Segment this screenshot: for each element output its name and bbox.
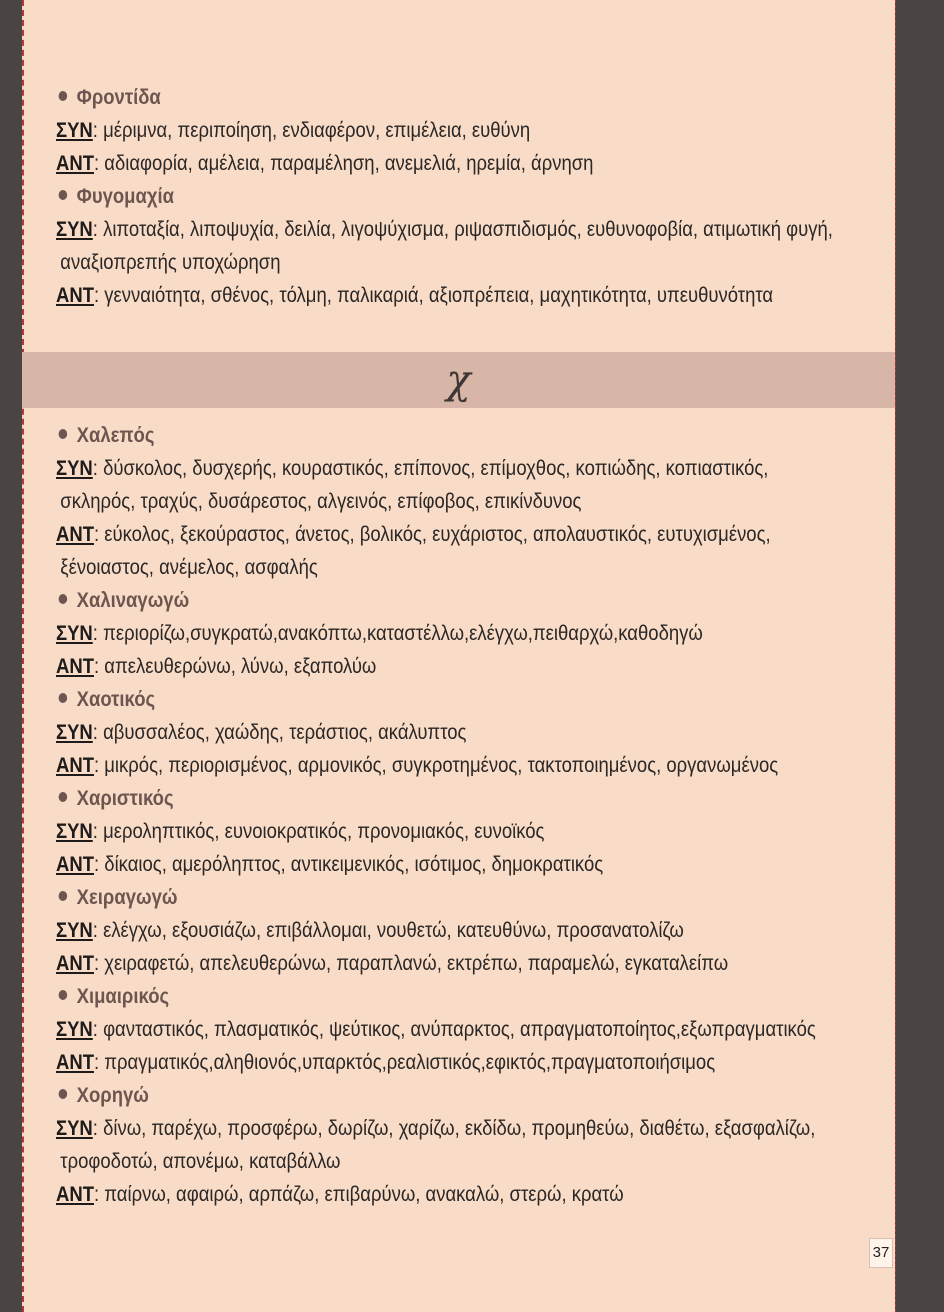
synonyms-label: ΣΥΝ — [56, 118, 93, 142]
page-number: 37 — [869, 1238, 893, 1268]
synonyms-line: ΣΥΝ: μεροληπτικός, ευνοιοκρατικός, προνομιακός, ευνοϊκός — [56, 819, 545, 843]
synonyms-text: δίνω, παρέχω, προσφέρω, δωρίζω, χαρίζω, εκδίδω, προμηθεύω, διαθέτω, εξασφαλίζω, — [103, 1116, 816, 1140]
synonyms-text: μεροληπτικός, ευνοιοκρατικός, προνομιακός, ευνοϊκός — [103, 819, 545, 843]
synonyms-text: ελέγχω, εξουσιάζω, επιβάλλομαι, νουθετώ, κατευθύνω, προσανατολίζω — [103, 918, 684, 942]
antonyms-line — [56, 551, 778, 584]
entry-headword — [56, 81, 778, 114]
bullet-icon — [59, 990, 68, 1000]
synonyms-label: ΣΥΝ — [56, 621, 93, 645]
antonyms-label: ΑΝΤ — [56, 522, 95, 546]
left-stitch-border — [22, 0, 24, 1312]
bullet-icon — [59, 190, 68, 200]
antonyms-text: απελευθερώνω, λύνω, εξαπολύω — [104, 654, 377, 678]
antonyms-line: ΑΝΤ: δίκαιος, αμερόληπτος, αντικειμενικός, ισότιμος, δημοκρατικός — [56, 852, 604, 876]
antonyms-text: εύκολος, ξεκούραστος, άνετος, βολικός, ευχάριστος, απολαυστικός, ευτυχισμένος, — [104, 522, 771, 546]
antonyms-line: ΑΝΤ: πραγματικός,αληθιονός,υπαρκτός,ρεαλιστικός,εφικτός,πραγματοποιήσιμος — [56, 1050, 716, 1074]
synonyms-line: ΣΥΝ: μέριμνα, περιποίηση, ενδιαφέρον, επιμέλεια, ευθύνη — [56, 118, 531, 142]
entry-headword — [56, 584, 778, 617]
section-letter: χ — [446, 357, 471, 403]
antonyms-text: γενναιότητα, σθένος, τόλμη, παλικαριά, αξιοπρέπεια, μαχητικότητα, υπευθυνότητα — [104, 283, 774, 307]
antonyms-text: αδιαφορία, αμέλεια, παραμέληση, ανεμελιά, ηρεμία, άρνηση — [104, 151, 594, 175]
antonyms-line: ΑΝΤ: παίρνω, αφαιρώ, αρπάζω, επιβαρύνω, ανακαλώ, στερώ, κρατώ — [56, 1182, 624, 1206]
synonyms-line — [56, 1145, 778, 1178]
bullet-icon — [59, 1089, 68, 1099]
synonyms-text: δύσκολος, δυσχερής, κουραστικός, επίπονος, επίμοχθος, κοπιώδης, κοπιαστικός, — [103, 456, 769, 480]
entry-headword — [56, 881, 778, 914]
headword-text: Φροντίδα — [76, 85, 161, 109]
synonyms-text: τροφοδοτώ, απονέμω, καταβάλλω — [60, 1149, 341, 1173]
dictionary-page — [22, 0, 895, 1312]
section-chi-entries — [56, 419, 895, 1211]
synonyms-label: ΣΥΝ — [56, 1116, 93, 1140]
section-phi-entries — [56, 81, 895, 312]
synonyms-line: ΣΥΝ: φανταστικός, πλασματικός, ψεύτικος, ανύπαρκτος, απραγματοποίητος,εξωπραγματικός — [56, 1017, 816, 1041]
antonyms-text: μικρός, περιορισμένος, αρμονικός, συγκροτημένος, τακτοποιημένος, οργανωμένος — [104, 753, 779, 777]
synonyms-line: ΣΥΝ: ελέγχω, εξουσιάζω, επιβάλλομαι, νουθετώ, κατευθύνω, προσανατολίζω — [56, 918, 684, 942]
antonyms-text: δίκαιος, αμερόληπτος, αντικειμενικός, ισότιμος, δημοκρατικός — [104, 852, 604, 876]
bullet-icon — [59, 594, 68, 604]
antonyms-text: παίρνω, αφαιρώ, αρπάζω, επιβαρύνω, ανακαλώ, στερώ, κρατώ — [104, 1182, 624, 1206]
antonyms-label: ΑΝΤ — [56, 753, 95, 777]
entry-headword — [56, 180, 778, 213]
synonyms-label: ΣΥΝ — [56, 720, 93, 744]
synonyms-label: ΣΥΝ — [56, 819, 93, 843]
headword-text: Χαλιναγωγώ — [76, 588, 190, 612]
entry-headword — [56, 980, 778, 1013]
bullet-icon — [59, 891, 68, 901]
bullet-icon — [59, 792, 68, 802]
entry-headword — [56, 419, 778, 452]
synonyms-line — [56, 246, 778, 279]
antonyms-line: ΑΝΤ: απελευθερώνω, λύνω, εξαπολύω — [56, 654, 377, 678]
bullet-icon — [59, 693, 68, 703]
antonyms-line: ΑΝΤ: χειραφετώ, απελευθερώνω, παραπλανώ, εκτρέπω, παραμελώ, εγκαταλείπω — [56, 951, 729, 975]
right-stitch-border — [895, 0, 896, 1312]
synonyms-line: ΣΥΝ: δίνω, παρέχω, προσφέρω, δωρίζω, χαρίζω, εκδίδω, προμηθεύω, διαθέτω, εξασφαλίζω, — [56, 1116, 816, 1140]
synonyms-label: ΣΥΝ — [56, 217, 93, 241]
bullet-icon — [59, 429, 68, 439]
antonyms-label: ΑΝΤ — [56, 1050, 95, 1074]
entry-headword — [56, 1079, 778, 1112]
antonyms-line: ΑΝΤ: εύκολος, ξεκούραστος, άνετος, βολικός, ευχάριστος, απολαυστικός, ευτυχισμένος, — [56, 522, 771, 546]
headword-text: Χειραγωγώ — [76, 885, 178, 909]
antonyms-label: ΑΝΤ — [56, 1182, 95, 1206]
antonyms-text: ξένοιαστος, ανέμελος, ασφαλής — [60, 555, 318, 579]
synonyms-text: σκληρός, τραχύς, δυσάρεστος, αλγεινός, επίφοβος, επικίνδυνος — [60, 489, 582, 513]
headword-text: Χορηγώ — [76, 1083, 149, 1107]
letter-banner-chi — [22, 352, 895, 408]
entry-headword — [56, 683, 778, 716]
synonyms-text: περιορίζω,συγκρατώ,ανακόπτω,καταστέλλω,ελέγχω,πειθαρχώ,καθοδηγώ — [103, 621, 703, 645]
antonyms-line: ΑΝΤ: γενναιότητα, σθένος, τόλμη, παλικαριά, αξιοπρέπεια, μαχητικότητα, υπευθυνότητα — [56, 283, 774, 307]
synonyms-text: αναξιοπρεπής υποχώρηση — [60, 250, 281, 274]
antonyms-label: ΑΝΤ — [56, 654, 95, 678]
headword-text: Χαριστικός — [76, 786, 174, 810]
synonyms-line: ΣΥΝ: λιποταξία, λιποψυχία, δειλία, λιγοψύχισμα, ριψασπιδισμός, ευθυνοφοβία, ατιμωτική φυγή, — [56, 217, 833, 241]
synonyms-text: μέριμνα, περιποίηση, ενδιαφέρον, επιμέλεια, ευθύνη — [103, 118, 531, 142]
antonyms-label: ΑΝΤ — [56, 852, 95, 876]
headword-text: Χαλεπός — [76, 423, 155, 447]
synonyms-label: ΣΥΝ — [56, 1017, 93, 1041]
entry-headword — [56, 782, 778, 815]
synonyms-line — [56, 485, 778, 518]
synonyms-line: ΣΥΝ: αβυσσαλέος, χαώδης, τεράστιος, ακάλυπτος — [56, 720, 467, 744]
antonyms-line: ΑΝΤ: αδιαφορία, αμέλεια, παραμέληση, ανεμελιά, ηρεμία, άρνηση — [56, 151, 594, 175]
synonyms-label: ΣΥΝ — [56, 456, 93, 480]
antonyms-label: ΑΝΤ — [56, 951, 95, 975]
synonyms-label: ΣΥΝ — [56, 918, 93, 942]
headword-text: Χιμαιρικός — [76, 984, 170, 1008]
synonyms-text: φανταστικός, πλασματικός, ψεύτικος, ανύπαρκτος, απραγματοποίητος,εξωπραγματικός — [103, 1017, 816, 1041]
synonyms-text: αβυσσαλέος, χαώδης, τεράστιος, ακάλυπτος — [103, 720, 467, 744]
antonyms-label: ΑΝΤ — [56, 283, 95, 307]
antonyms-text: χειραφετώ, απελευθερώνω, παραπλανώ, εκτρέπω, παραμελώ, εγκαταλείπω — [104, 951, 729, 975]
headword-text: Φυγομαχία — [76, 184, 174, 208]
bullet-icon — [59, 91, 68, 101]
antonyms-label: ΑΝΤ — [56, 151, 95, 175]
headword-text: Χαοτικός — [76, 687, 156, 711]
synonyms-line: ΣΥΝ: περιορίζω,συγκρατώ,ανακόπτω,καταστέλλω,ελέγχω,πειθαρχώ,καθοδηγώ — [56, 621, 703, 645]
antonyms-line: ΑΝΤ: μικρός, περιορισμένος, αρμονικός, συγκροτημένος, τακτοποιημένος, οργανωμένος — [56, 753, 779, 777]
synonyms-line: ΣΥΝ: δύσκολος, δυσχερής, κουραστικός, επίπονος, επίμοχθος, κοπιώδης, κοπιαστικός, — [56, 456, 769, 480]
synonyms-text: λιποταξία, λιποψυχία, δειλία, λιγοψύχισμα, ριψασπιδισμός, ευθυνοφοβία, ατιμωτική φυγή, — [103, 217, 833, 241]
antonyms-text: πραγματικός,αληθιονός,υπαρκτός,ρεαλιστικός,εφικτός,πραγματοποιήσιμος — [104, 1050, 716, 1074]
